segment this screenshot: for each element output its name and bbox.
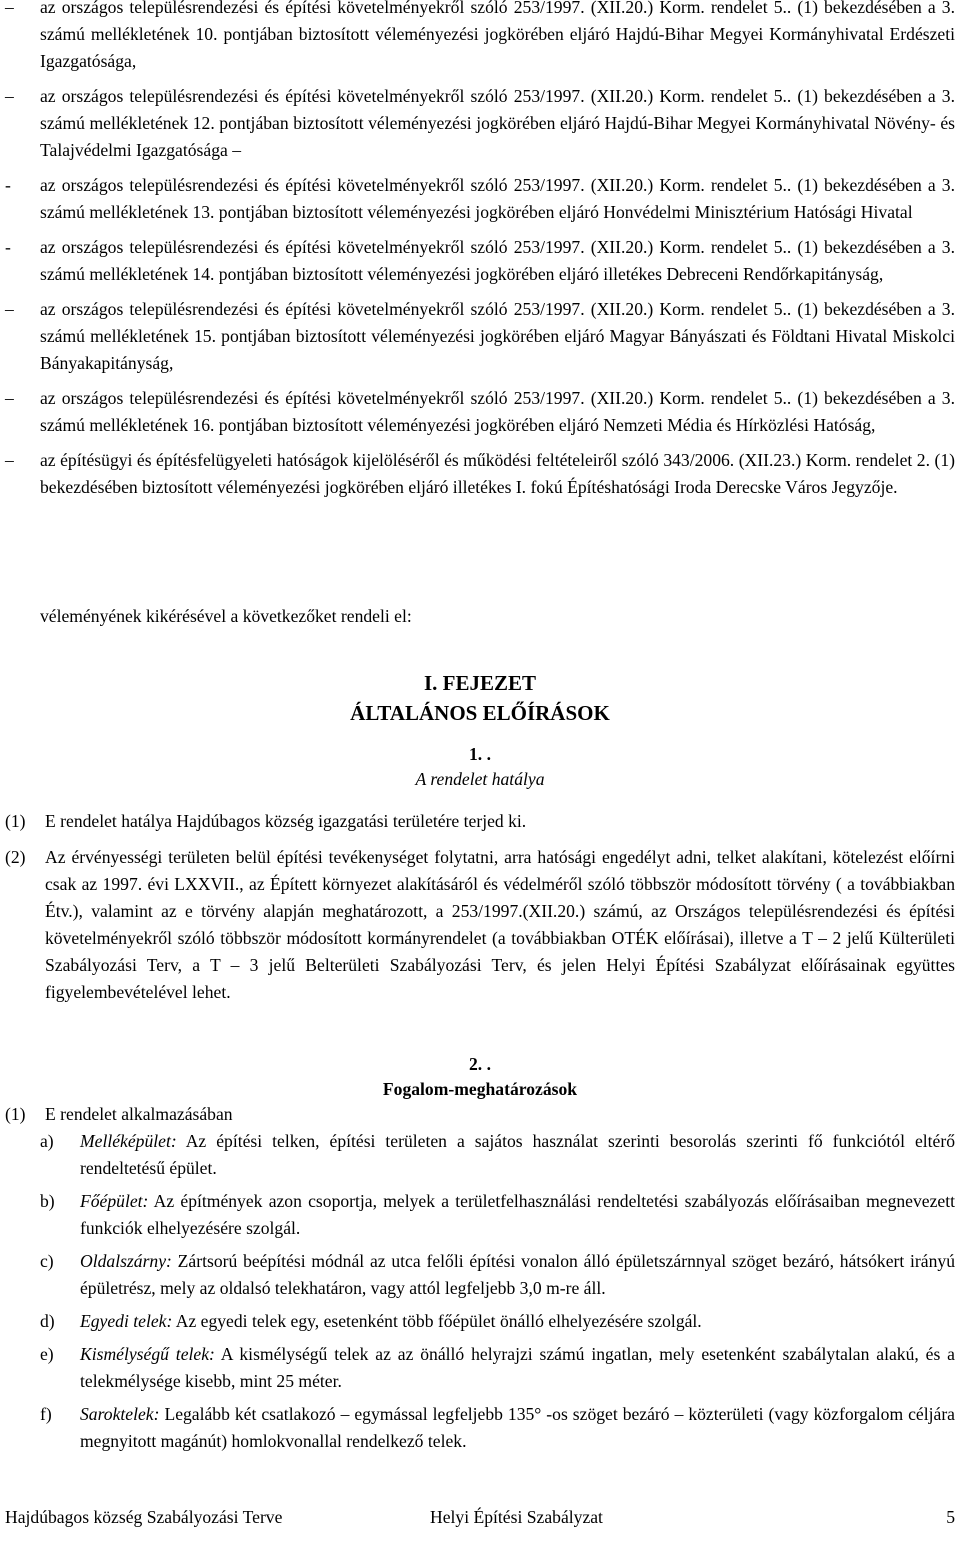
definition-item <box>0 1248 955 1302</box>
section-2-title: Fogalom-meghatározások <box>382 1079 578 1099</box>
list-item-text: az országos településrendezési és építési követelményekről szóló 253/1997. (XII.20.) Korm. rendelet 5.. (1) bekezdésében a 3. számú mellékletének 10. pontjában biztosított véleményezési jogkörében eljáró Hajdú-Bihar Megyei Kormányhivatal Erdészeti Igazgatósága, <box>40 0 955 71</box>
chapter-title: ÁLTALÁNOS ELŐÍRÁSOK <box>350 701 610 725</box>
list-item <box>0 296 960 377</box>
dash-marker: - <box>5 175 11 195</box>
definition-letter: a) <box>40 1131 54 1151</box>
paragraph-number: (1) <box>5 811 26 831</box>
list-item-text: az országos településrendezési és építési követelményekről szóló 253/1997. (XII.20.) Korm. rendelet 5.. (1) bekezdésében a 3. számú mellékletének 14. pontjában biztosított véleményezési jogkörében eljáró illetékes Debreceni Rendőrkapitányság, <box>40 237 955 284</box>
definition-letter: b) <box>40 1191 55 1211</box>
list-item <box>0 0 960 75</box>
list-item <box>0 447 960 501</box>
closing-sentence: véleményének kikérésével a következőket rendeli el: <box>40 606 412 626</box>
definitions-list <box>0 1128 955 1461</box>
definition-item <box>0 1188 955 1242</box>
chapter-number: I. FEJEZET <box>423 671 537 695</box>
section-1-title: A rendelet hatálya <box>415 769 545 789</box>
paragraph-text: Az érvényességi területen belül építési tevékenységet folytatni, arra hatósági engedélyt adni, telket alakítani, kötelezést előírni csak az 1997. évi LXXVII., az Épített környezet alakításáról és védelméről szóló többször módosított törvény ( a továbbiakban Étv.), valamint az e törvény alapján meghatározott, a 253/1997.(XII.20.) számú, az Országos településrendezési és építési követelményekről szóló többször módosított kormányrendelet (a továbbiakban OTÉK előírásai), illetve a T – 2 jelű Külterületi Szabályozási Terv, a T – 3 jelű Belterületi Szabályozási Terv, és jelen Helyi Építési Szabályzat előírásainak együttes figyelembevételével lehet. <box>45 847 955 1002</box>
paragraph-2-1 <box>0 1101 955 1128</box>
definition-text: Zártsorú beépítési módnál az utca felőli építési vonalon álló épületszárnnyal szöget bezáró, hátsókert irányú épületrész, mely az oldalsó telekhatáron, vagy attól legfeljebb 3,0 m-re áll. <box>80 1251 955 1298</box>
footer-document-name: Hajdúbagos község Szabályozási Terve <box>5 1507 283 1527</box>
dash-marker: - <box>5 237 11 257</box>
paragraph-1-1 <box>0 808 955 835</box>
definition-item <box>0 1308 955 1335</box>
definition-letter: c) <box>40 1251 54 1271</box>
list-item-text: az országos településrendezési és építési követelményekről szóló 253/1997. (XII.20.) Korm. rendelet 5.. (1) bekezdésében a 3. számú mellékletének 16. pontjában biztosított véleményezési jogkörében eljáró Nemzeti Média és Hírközlési Hatóság, <box>40 388 955 435</box>
paragraph-1-2 <box>0 844 955 1006</box>
authority-list <box>0 0 960 509</box>
dash-marker: – <box>5 0 14 17</box>
page-footer <box>5 1504 955 1531</box>
list-item-text: az országos településrendezési és építési követelményekről szóló 253/1997. (XII.20.) Korm. rendelet 5.. (1) bekezdésében a 3. számú mellékletének 13. pontjában biztosított véleményezési jogkörében eljáró Honvédelmi Minisztérium Hatósági Hivatal <box>40 175 955 222</box>
definition-term: Kismélységű telek: <box>80 1344 215 1364</box>
definition-text: Legalább két csatlakozó – egymással legfeljebb 135° -os szöget bezáró – közterületi (vagy közforgalom céljára megnyitott magánút) homlokvonallal rendelkező telek. <box>80 1404 955 1451</box>
page-number: 5 <box>946 1507 955 1527</box>
dash-marker: – <box>5 450 14 470</box>
footer-section-name: Helyi Építési Szabályzat <box>430 1507 603 1527</box>
section-1-number: 1. . <box>469 744 491 764</box>
definition-term: Oldalszárny: <box>80 1251 172 1271</box>
definition-term: Saroktelek: <box>80 1404 160 1424</box>
definition-text: Az egyedi telek egy, esetenként több főépület önálló elhelyezésére szolgál. <box>172 1311 702 1331</box>
dash-marker: – <box>5 86 14 106</box>
dash-marker: – <box>5 299 14 319</box>
list-item <box>0 83 960 164</box>
paragraph-number: (2) <box>5 847 26 867</box>
list-item-text: az országos településrendezési és építési követelményekről szóló 253/1997. (XII.20.) Korm. rendelet 5.. (1) bekezdésében a 3. számú mellékletének 15. pontjában biztosított véleményezési jogkörében eljáró Magyar Bányászati és Földtani Hivatal Miskolci Bányakapitányság, <box>40 299 955 373</box>
list-item <box>0 172 960 226</box>
definition-term: Főépület: <box>80 1191 149 1211</box>
paragraph-number: (1) <box>5 1104 26 1124</box>
definition-text: Az építési telken, építési területen a sajátos használat szerinti besorolás szerinti fő funkciótól eltérő rendeltetésű épület. <box>80 1131 955 1178</box>
definition-term: Egyedi telek: <box>80 1311 173 1331</box>
definition-letter: f) <box>40 1404 52 1424</box>
definition-text: Az építmények azon csoportja, melyek a területfelhasználási rendeltetési szabályozás előírásaiban megnevezett funkciók elhelyezésére szolgál. <box>80 1191 955 1238</box>
definition-item <box>0 1401 955 1455</box>
paragraph-text: E rendelet hatálya Hajdúbagos község igazgatási területére terjed ki. <box>45 811 527 831</box>
definition-item <box>0 1128 955 1182</box>
list-item-text: az építésügyi és építésfelügyeleti hatóságok kijelöléséről és működési feltételeiről szóló 343/2006. (XII.23.) Korm. rendelet 2. (1) bekezdésében biztosított véleményezési jogkörében eljáró illetékes I. fokú Építéshatósági Iroda Derecske Város Jegyzője. <box>40 450 955 497</box>
list-item-text: az országos településrendezési és építési követelményekről szóló 253/1997. (XII.20.) Korm. rendelet 5.. (1) bekezdésében a 3. számú mellékletének 12. pontjában biztosított véleményezési jogkörében eljáró Hajdú-Bihar Megyei Kormányhivatal Növény- és Talajvédelmi Igazgatósága – <box>40 86 955 160</box>
definition-letter: d) <box>40 1311 55 1331</box>
list-item <box>0 234 960 288</box>
list-item <box>0 385 960 439</box>
definition-letter: e) <box>40 1344 54 1364</box>
definition-item <box>0 1341 955 1395</box>
section-2-number: 2. . <box>469 1054 491 1074</box>
definition-term: Melléképület: <box>80 1131 177 1151</box>
dash-marker: – <box>5 388 14 408</box>
definition-text: A kismélységű telek az az önálló helyrajzi számú ingatlan, mely esetenként szabálytalan alakú, és a telekmélysége kisebb, mint 25 méter. <box>80 1344 955 1391</box>
paragraph-text: E rendelet alkalmazásában <box>45 1104 233 1124</box>
